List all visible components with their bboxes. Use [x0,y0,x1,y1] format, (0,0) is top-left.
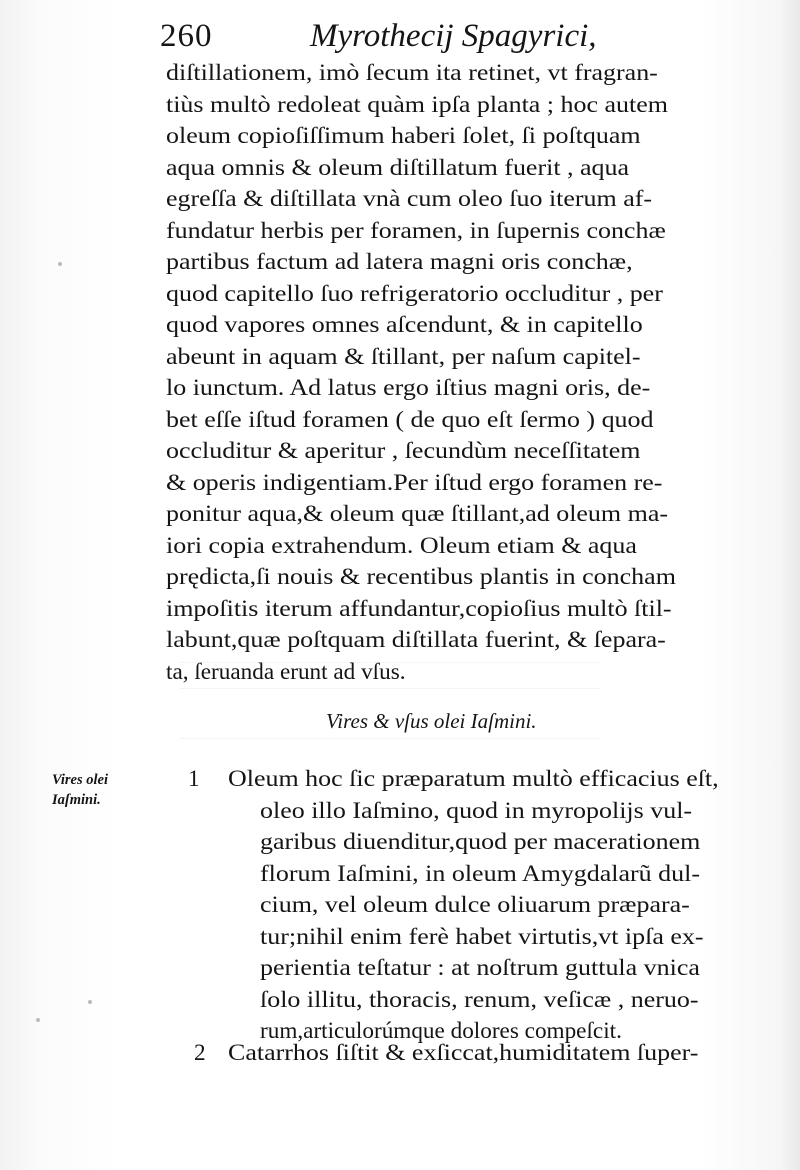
text-line: occluditur & aperitur , ſecundùm neceſſitatem [166,438,641,464]
text-line: tiùs multò redoleat quàm ipſa planta ; hoc autem [166,91,668,118]
text-line: oleo illo Iaſmino, quod in myropolijs vul- [260,797,693,824]
text-line: iori copia extrahendum. Oleum etiam & aqua [166,532,637,559]
text-line: ſolo illitu, thoracis, renum, veſicæ , neruo- [260,986,699,1013]
text-line: egreſſa & diſtillata vnà cum oleo ſuo iterum af- [166,186,653,212]
text-line: bet eſſe iſtud foramen ( de quo eſt ſermo ) quod [166,406,654,433]
text-line: quod capitello ſuo refrigeratorio occluditur , per [166,280,663,307]
page-number: 260 [160,18,213,54]
text-line: florum Iaſmini, in oleum Amygdalarũ dul- [260,860,700,887]
text-line: impoſitis iterum affundantur,copioſius multò ſtil- [166,595,672,622]
margin-note-line: Iaſmini. [52,792,101,808]
text-line: lo iunctum. Ad latus ergo iſtius magni oris, de- [166,375,651,401]
item-number: 2 [194,1040,206,1066]
ink-speck [88,1000,92,1004]
text-line: ponitur aqua,& oleum quæ ſtillant,ad oleum ma- [166,501,669,527]
text-line: ta, ſeruanda erunt ad vſus. [166,658,406,685]
text-line: garibus diuenditur,quod per macerationem [260,829,701,855]
text-line: Oleum hoc ſic præparatum multò efficacius eſt, [228,766,719,792]
text-line: fundatur herbis per foramen, in ſupernis conchæ [166,217,666,244]
section-heading: Vires & vſus olei Iaſmini. [326,709,537,733]
text-line: aqua omnis & oleum diſtillatum fuerit , aqua [166,154,630,181]
text-line: prędicta,ſi nouis & recentibus plantis in concham [166,564,676,590]
text-line: rum,articulorúmque dolores compeſcit. [260,1018,622,1044]
ink-speck [58,262,62,266]
running-title: Myrothecij Spagyrici, [310,18,597,54]
page-header [160,14,630,60]
text-line: Catarrhos ſiſtit & exſiccat,humiditatem ſuper- [228,1040,699,1066]
item-number: 1 [188,766,200,792]
show-through-line [180,738,600,765]
text-line: partibus factum ad latera magni oris conchæ, [166,249,633,275]
text-line: quod vapores omnes aſcendunt, & in capitello [166,312,643,338]
text-line: & operis indigentiam.Per iſtud ergo foramen re- [166,469,663,496]
margin-note-line: Vires olei [52,772,108,788]
text-line: tur;nihil enim ferè habet virtutis,vt ipſa ex- [260,923,704,950]
text-line: labunt,quæ poſtquam diſtillata fuerint, & ſepara- [166,627,666,653]
text-line: cium, vel oleum dulce oliuarum præpara- [260,892,690,918]
text-line: abeunt in aquam & ſtillant, per naſum capitel- [166,343,641,370]
ink-speck [36,1018,40,1022]
margin-note [52,770,162,810]
text-line: oleum copioſiſſimum haberi ſolet, ſi poſtquam [166,123,641,149]
text-line: diſtillationem, imò ſecum ita retinet, vt fragran- [166,60,658,86]
text-line: perientia teſtatur : at noſtrum guttula vnica [260,955,700,981]
